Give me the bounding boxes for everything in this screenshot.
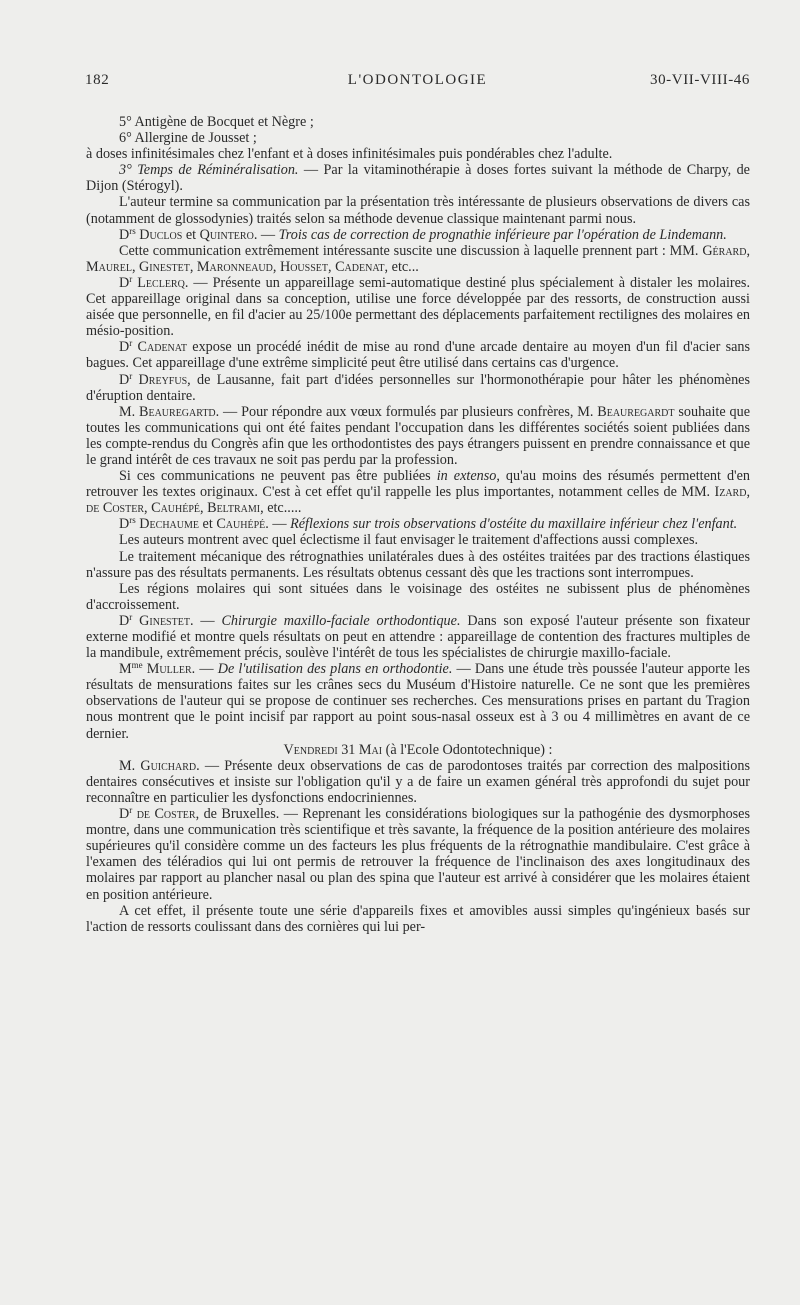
paragraph-text: — Par la vitaminothérapie à doses fortes suivant la méthode de Charpy, de Dijon (Stérogyl).	[86, 162, 750, 195]
author-name: Ginestet	[139, 612, 190, 629]
author-name: Cadenat	[137, 339, 187, 356]
dash: . —	[189, 612, 222, 629]
session-location: (à l'Ecole Odontotechnique) :	[382, 741, 553, 758]
paragraph: 6° Allergine de Jousset ;	[119, 130, 257, 147]
honorific-sup: r	[129, 370, 133, 381]
honorific-sup: r	[129, 805, 133, 816]
communication-title: Chirurgie maxillo-faciale orthodontique.	[221, 612, 461, 629]
paragraph	[86, 758, 750, 806]
paragraph	[86, 162, 750, 194]
issue-date: 30-VII-VIII-46	[649, 72, 750, 88]
honorific: M	[119, 661, 132, 678]
paragraph-text: , de Lausanne, fait part d'idées personnelles sur l'hormonothérapie pour hâter les phénomènes d'éruption dentaire.	[86, 371, 750, 404]
honorific: D	[119, 371, 130, 388]
honorific: D	[119, 339, 130, 356]
author-name: Muller	[146, 661, 192, 678]
paragraph	[86, 275, 750, 339]
paragraph-text: . — Présente un appareillage semi-automatique destiné plus spécialement à distaler les molaires. Cet appareillage original dans sa conception, utilise une force développée par des ressorts, de construction aussi aisée que personnelle, en fil d'acier au 25/100e permettant des déplacements parfaitement rectilignes des molaires en mésio-position.	[86, 274, 750, 340]
paragraph	[86, 468, 750, 516]
participant-names: MM. Izard, de Coster, Cauhépé, Beltrami,	[86, 484, 751, 517]
author-name: de Coster	[136, 806, 196, 823]
paragraph	[86, 516, 750, 532]
paragraph-text: Si ces communications ne peuvent pas être publiées	[119, 468, 437, 485]
paragraph: à doses infinitésimales chez l'enfant et à doses infinitésimales puis pondérables chez l'adulte.	[86, 146, 613, 163]
latin-phrase: in extenso	[436, 468, 497, 485]
communication-title: De l'utilisation des plans en orthodontie.	[217, 661, 453, 678]
author-name: Cauhépé	[216, 516, 266, 533]
paragraph	[86, 372, 750, 404]
honorific: D	[119, 612, 130, 629]
paragraph-text: . — Pour répondre aux vœux formulés par plusieurs confrères,	[215, 403, 578, 420]
honorific-sup: rs	[129, 225, 136, 236]
conjunction: et	[199, 516, 217, 533]
author-name: M. Beauregartd	[119, 403, 216, 420]
page-number: 182	[85, 72, 110, 88]
author-name: Dechaume	[139, 516, 199, 533]
paragraph	[86, 613, 750, 661]
paragraph-text: . — Présente deux observations de cas de parodontoses traités par correction des malpositions dentaires consécutives et insiste sur l'obligation qu'il y a de faire un examen général très approfondi du sujet pour reconnaître en particulier les dysfonctions endocriniennes.	[86, 757, 750, 806]
paragraph-text: , qu'au moins des résumés permettent d'en retrouver les textes originaux. C'est à cet effet qu'il rappelle les plus importantes, notamment celles de	[86, 468, 750, 501]
paragraph: Le traitement mécanique des rétrognathies unilatérales dues à des ostéites traitées par des tractions élastiques n'assure pas des résultats permanents. Les résultats obtenus cessant dès que les tractions sont interrompues.	[86, 548, 750, 581]
dash: . —	[253, 226, 279, 243]
conjunction: et	[182, 226, 200, 243]
communication-title: Réflexions sur trois observations d'ostéite du maxillaire inférieur chez l'enfant.	[290, 516, 738, 533]
paragraph	[86, 404, 750, 468]
paragraph: Les auteurs montrent avec quel éclectisme il faut envisager le traitement d'affections aussi complexes.	[119, 532, 699, 549]
honorific-sup: r	[129, 338, 133, 349]
journal-title: L'ODONTOLOGIE	[347, 72, 488, 88]
running-header	[85, 72, 750, 96]
article-body	[86, 114, 750, 935]
paragraph	[86, 806, 750, 903]
author-name: Leclerq	[137, 274, 185, 291]
paragraph-text: expose un procédé inédit de mise au rond d'une arcade dentaire au moyen d'un fil d'acier sans bagues. Cet appareillage d'une extrême simplicité peut être utilisé dans certains cas d'urgence.	[86, 339, 751, 372]
section-label: 3° Temps de Réminéralisation.	[119, 162, 299, 179]
participant-names: MM. Gérard, Maurel, Ginestet, Maronneaud, Housset, Cadenat,	[86, 242, 750, 275]
paragraph-text: — Dans une étude très poussée l'auteur apporte les résultats de mensurations faites sur les crânes secs du Muséum d'Histoire naturelle. Ce ne sont que les premières observations de l'auteur qui se propose de continuer ses recherches. Ces mensurations prises en partant du Tragion nous montrent que le point incisif par rapport au point sous-nasal osseux est à 3 ou 4 millimètres en avant de ce dernier.	[86, 661, 751, 742]
paragraph-text: souhaite que toutes les communications qui ont été faites pendant l'occupation dans les différentes sociétés soient publiées dans les compte-rendus du Congrès afin que les orthodontistes des pays étrangers puissent en prendre connaissance et que le grand intérêt de ces travaux ne soit pas perdu par la profession.	[86, 403, 750, 468]
paragraph-text: Dans son exposé l'auteur présente son fixateur externe modifié et montre quels résultats on peut en attendre : appareillage de contention des fractures multiples de la mandibule, extrêmement précis, soulève l'intérêt de tous les spécialistes de chirurgie maxillo-faciale.	[86, 612, 750, 662]
session-heading	[86, 742, 750, 758]
author-name: M. Guichard	[119, 757, 197, 774]
session-day: Vendredi 31 Mai	[283, 741, 383, 758]
honorific-sup: r	[129, 273, 133, 284]
paragraph	[86, 243, 750, 275]
author-name: M. Beauregardt	[577, 403, 675, 420]
paragraph	[86, 339, 750, 371]
paragraph	[86, 661, 750, 741]
communication-title: Trois cas de correction de prognathie inférieure par l'opération de Lindemann.	[278, 226, 727, 243]
honorific-sup: rs	[129, 515, 136, 526]
paragraph: A cet effet, il présente toute une série d'appareils fixes et amovibles aussi simples qu'ingénieux basés sur l'action de ressorts coulissant dans des cornières qui lui per-	[86, 902, 750, 935]
honorific: D	[119, 516, 130, 533]
author-name: Duclos	[139, 226, 183, 243]
honorific-sup: me	[131, 660, 143, 671]
paragraph-text: Cette communication extrêmement intéressante suscite une discussion à laquelle prennent part :	[119, 242, 670, 259]
paragraph	[86, 227, 750, 243]
author-name: Dreyfus	[138, 371, 188, 388]
paragraph: 5° Antigène de Bocquet et Nègre ;	[119, 114, 314, 130]
dash: . —	[265, 516, 291, 533]
author-name: Quintero	[199, 226, 254, 243]
dash: . —	[191, 661, 218, 678]
paragraph-text: , de Bruxelles. — Reprenant les considérations biologiques sur la pathogénie des dysmorphoses montre, dans une communication très scientifique et très savante, la fréquence de la position antérieure des molaires supérieures qu'il considère comme un des facteurs les plus fréquents de la rétrognathie mandibulaire. C'est grâce à l'examen des téléradios qui lui ont permis de retrouver la fréquence de l'inclinaison des axes longitudinaux des molaires par rapport au plancher nasal ou plan des spina que l'auteur est arrivé à considérer que les molaires étaient en position antérieure.	[86, 806, 751, 903]
paragraph: L'auteur termine sa communication par la présentation très intéressante de plusieurs observations de divers cas (notamment de glossodynies) traités selon sa méthode devenue classique maintenant parmi nous.	[86, 194, 750, 227]
honorific: D	[119, 274, 130, 291]
paragraph-tail: etc...	[388, 258, 419, 275]
honorific: D	[119, 806, 130, 823]
paragraph-tail: etc.....	[263, 500, 302, 517]
honorific-sup: r	[129, 611, 133, 622]
honorific: D	[119, 226, 130, 243]
paragraph: Les régions molaires qui sont situées dans le voisinage des ostéites ne subissent plus de phénomènes d'accroissement.	[86, 580, 750, 613]
